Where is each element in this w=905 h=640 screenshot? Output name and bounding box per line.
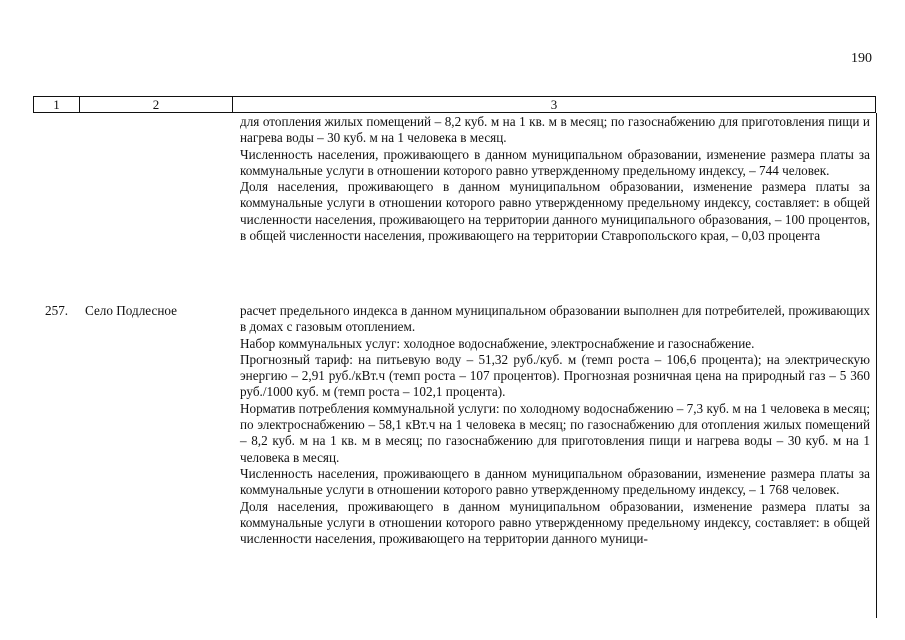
page-number: 190 [851,51,872,66]
row-description [240,114,870,244]
paragraph: Норматив потребления коммунальной услуги: по холодному водоснабжению – 7,3 куб. м на 1 человека в месяц; по электроснабжению – 58,1 кВт.ч на 1 человека в месяц; по газоснабжению для отопления жилых помещений – 8,2 куб. м на 1 кв. м в месяц; по газоснабжению для приготовления пищи и нагрева воды – 30 куб. м на 1 человека в месяц. [240,400,870,465]
table-header-row [33,96,876,113]
paragraph: расчет предельного индекса в данном муниципальном образовании выполнен для потребителей, проживающих в домах с газовым отоплением. [240,303,870,335]
row-description [240,303,870,547]
paragraph: Прогнозный тариф: на питьевую воду – 51,32 руб./куб. м (темп роста – 106,6 процента); на электрическую энергию – 2,91 руб./кВт.ч (темп роста – 107 процентов). Прогнозная розничная цена на природный газ – 5 360 руб./1000 куб. м (темп роста – 102,1 процента). [240,351,870,400]
paragraph: Доля населения, проживающего в данном муниципальном образовании, изменение размера платы за коммунальные услуги в отношении которого равно утвержденному предельному индексу, составляет: в общей численности населения, проживающего на территории данного муници- [240,498,870,547]
paragraph: Доля населения, проживающего в данном муниципальном образовании, изменение размера платы за коммунальные услуги в отношении которого равно утвержденному предельному индексу, составляет: в общей численности населения, проживающего на территории данного муниципального образования, – 100 процентов, в общей численности населения, проживающего на территории Ставропольского края, – 0,03 процента [240,179,870,244]
row-number: 257. [45,303,69,318]
column-header-1: 1 [34,97,80,112]
paragraph: для отопления жилых помещений – 8,2 куб. м на 1 кв. м в месяц; по газоснабжению для приготовления пищи и нагрева воды – 30 куб. м на 1 человека в месяц. [240,114,870,146]
municipality-name: Село Подлесное [85,303,178,318]
column-header-3: 3 [550,97,558,112]
table-right-border [876,113,877,618]
paragraph: Набор коммунальных услуг: холодное водоснабжение, электроснабжение и газоснабжение. [240,335,755,351]
paragraph: Численность населения, проживающего в данном муниципальном образовании, изменение размера платы за коммунальные услуги в отношении которого равно утвержденному предельному индексу, – 744 человек. [240,146,870,178]
column-header-2: 2 [80,97,233,112]
paragraph: Численность населения, проживающего в данном муниципальном образовании, изменение размера платы за коммунальные услуги в отношении которого равно утвержденному предельному индексу, – 1 768 человек. [240,465,870,498]
